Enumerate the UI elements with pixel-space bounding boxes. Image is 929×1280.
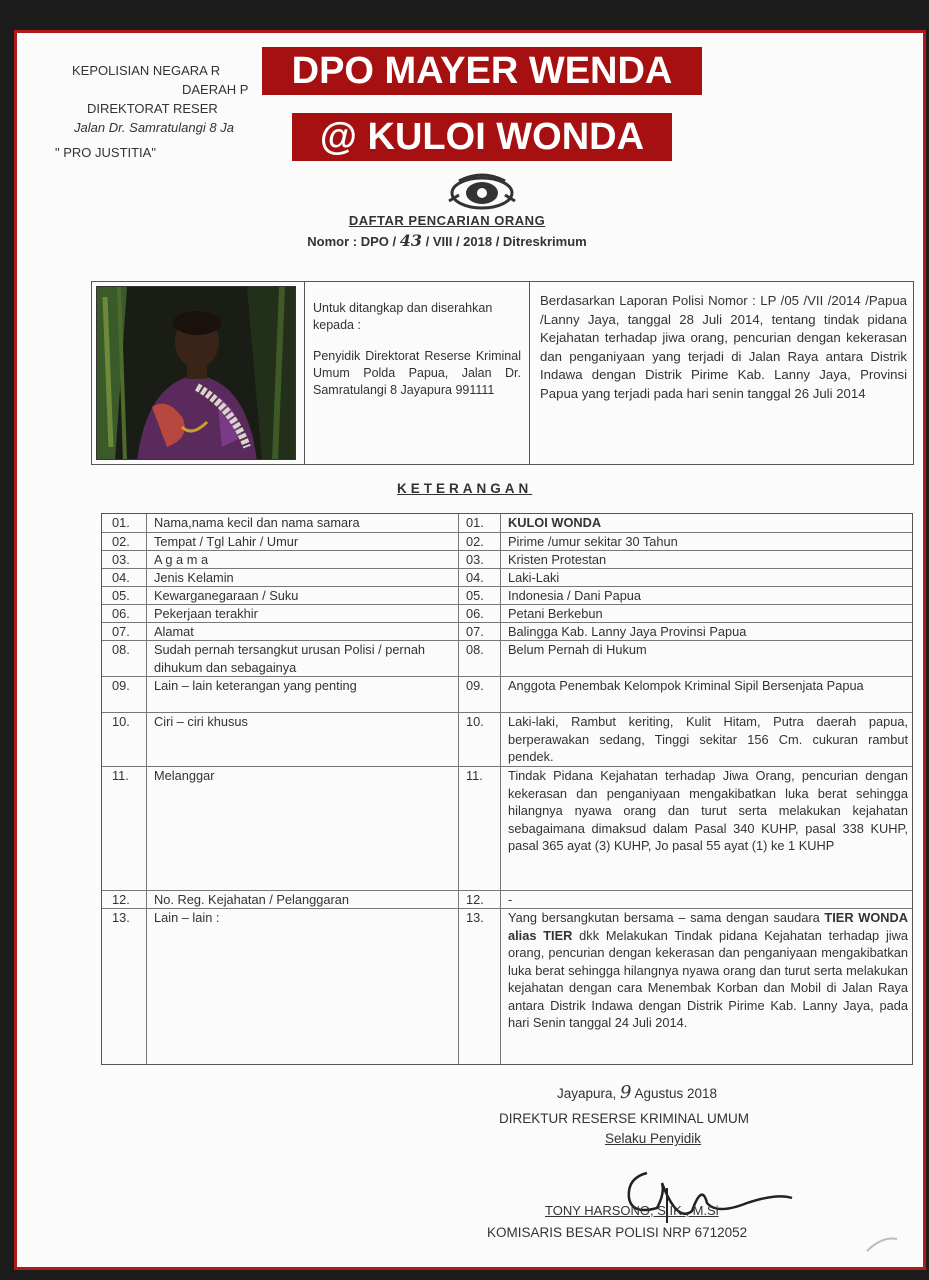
row-number: 06. [112, 606, 130, 621]
row-value [508, 909, 908, 1032]
row-number: 05. [466, 588, 484, 603]
row-number: 06. [466, 606, 484, 621]
accomplice-name: TIER WONDA alias TIER [508, 910, 908, 943]
table-row [102, 890, 912, 908]
table-row [102, 622, 912, 640]
row-label: Kewarganegaraan / Suku [154, 588, 299, 603]
table-row [102, 604, 912, 622]
document-number [257, 231, 637, 250]
row-label: Lain – lain keterangan yang penting [154, 678, 357, 693]
row-value: Kristen Protestan [508, 552, 607, 567]
row-label: Sudah pernah tersangkut urusan Polisi / pernah dihukum dan sebagainya [154, 642, 426, 675]
suspect-photo [96, 286, 296, 460]
number-handwritten: 43 [399, 231, 422, 250]
row-number: 10. [466, 714, 484, 729]
letterhead-line-1: KEPOLISIAN NEGARA R [72, 63, 221, 78]
number-prefix: Nomor : DPO / [307, 234, 400, 249]
row-number: 12. [466, 892, 484, 907]
letterhead-line-4: Jalan Dr. Samratulangi 8 Ja [74, 120, 234, 135]
overlay-title-line-2: @ KULOI WONDA [292, 113, 672, 161]
keterangan-heading: KETERANGAN [397, 481, 533, 496]
row-value-post: dkk Melakukan Tindak pidana Kejahatan terhadap jiwa orang, pencurian dengan kekerasan dan penganiyaan mengakibatkan luka berat sehingga hilangnya nyawa orang dan turut serta melakukan kejahatan dengan cara Menembak Korban dan Mobil di Jalan Raya antara Distrik Indawa dengan Distrik Pirime Kab. Lanny Jaya, pada hari Senin tanggal 24 Juli 2014. [508, 927, 908, 1030]
date-prefix: Jayapura, [557, 1086, 621, 1101]
signature-date [557, 1082, 717, 1103]
row-label: A g a m a [154, 552, 209, 567]
row-value: Balingga Kab. Lanny Jaya Provinsi Papua [508, 624, 747, 639]
table-row [102, 550, 912, 568]
pro-justitia-label: " PRO JUSTITIA" [55, 145, 156, 160]
row-label: Nama,nama kecil dan nama samara [154, 515, 360, 530]
row-value: Indonesia / Dani Papua [508, 588, 642, 603]
table-row [102, 568, 912, 586]
table-row [102, 712, 912, 766]
signatory-rank: KOMISARIS BESAR POLISI NRP 6712052 [487, 1225, 748, 1240]
suspect-portrait-image [97, 287, 296, 460]
letterhead [72, 61, 248, 137]
row-number: 03. [466, 552, 484, 567]
row-number: 02. [112, 534, 130, 549]
row-number: 02. [466, 534, 484, 549]
row-label: Alamat [154, 624, 194, 639]
row-value: Anggota Penembak Kelompok Kriminal Sipil Bersenjata Papua [508, 678, 864, 693]
row-number: 08. [112, 642, 130, 657]
signatory-title: DIREKTUR RESERSE KRIMINAL UMUM [499, 1111, 750, 1126]
row-label: Pekerjaan terakhir [154, 606, 258, 621]
row-number: 10. [112, 714, 130, 729]
table-row [102, 586, 912, 604]
table-row [102, 766, 912, 890]
row-value: Laki-Laki [508, 570, 560, 585]
row-label: No. Reg. Kejahatan / Pelanggaran [154, 892, 349, 907]
letterhead-line-2: DAERAH P [182, 82, 249, 97]
row-number: 13. [466, 910, 484, 925]
number-suffix: / VIII / 2018 / Ditreskrimum [421, 234, 587, 249]
row-number: 07. [466, 624, 484, 639]
row-label: Jenis Kelamin [154, 570, 234, 585]
letterhead-line-3: DIREKTORAT RESER [87, 101, 218, 116]
instruction-cell [304, 282, 530, 464]
corner-mark-icon [862, 1231, 902, 1256]
row-number: 12. [112, 892, 130, 907]
date-day-handwritten: 9 [620, 1082, 632, 1103]
date-suffix: Agustus 2018 [631, 1086, 718, 1101]
row-number: 04. [112, 570, 130, 585]
row-value: Petani Berkebun [508, 606, 603, 621]
row-label: Tempat / Tgl Lahir / Umur [154, 534, 299, 549]
row-number: 11. [466, 768, 483, 783]
row-label: Ciri – ciri khusus [154, 714, 248, 729]
instruction-line-1: Untuk ditangkap dan diserahkan kepada : [313, 301, 493, 332]
row-value-pre: Yang bersangkutan bersama – sama dengan saudara [508, 910, 825, 925]
row-number: 07. [112, 624, 130, 639]
row-value: Pirime /umur sekitar 30 Tahun [508, 534, 678, 549]
row-number: 03. [112, 552, 130, 567]
document-title: DAFTAR PENCARIAN ORANG [348, 213, 546, 228]
row-number: 01. [466, 515, 484, 530]
table-row [102, 908, 912, 1064]
row-label: Lain – lain : [154, 910, 220, 925]
row-number: 09. [112, 678, 130, 693]
table-row [102, 514, 912, 532]
signatory-role: Selaku Penyidik [605, 1131, 702, 1146]
table-row [102, 532, 912, 550]
police-emblem-icon [437, 171, 527, 211]
top-info-box [91, 281, 914, 465]
row-number: 09. [466, 678, 484, 693]
overlay-title-line-1: DPO MAYER WENDA [262, 47, 702, 95]
report-basis-text: Berdasarkan Laporan Polisi Nomor : LP /05 /VII /2014 /Papua /Lanny Jaya, tanggal 28 Juli 2014, tentang tindak pidana Kejahatan terhadap jiwa orang, pencurian dengan kekerasan dan penganiyaan yang terjadi di Jalan Raya antara Distrik Indawa dengan Distrik Pirime Kab. Lanny Jaya, Provinsi Papua yang terjadi pada hari senin tanggal 26 Juli 2014 [540, 293, 907, 401]
document-frame [14, 30, 926, 1270]
row-label: Melanggar [154, 768, 215, 783]
row-value: - [508, 892, 513, 907]
wanted-notice-document [17, 33, 923, 1267]
row-number: 04. [466, 570, 484, 585]
table-row [102, 640, 912, 676]
row-value: Belum Pernah di Hukum [508, 642, 647, 657]
row-number: 08. [466, 642, 484, 657]
details-table [101, 513, 913, 1065]
signatory-name: TONY HARSONO, S.IK., M.Si [545, 1203, 719, 1218]
row-value: Tindak Pidana Kejahatan terhadap Jiwa Orang, pencurian dengan kekerasan dan penganiyaan mengakibatkan luka berat sehingga hilangnya nyawa orang dan turut serta melakukan kejahatan sebagaimana dimaksud dalam Pasal 340 KUHP, pasal 338 KUHP, pasal 365 ayat (3) KUHP, Jo pasal 55 ayat (1) ke 1 KUHP [508, 768, 908, 853]
table-row [102, 676, 912, 712]
row-number: 01. [112, 515, 130, 530]
instruction-line-2: Penyidik Direktorat Reserse Kriminal Umum Polda Papua, Jalan Dr. Samratulangi 8 Jayapura 991111 [313, 349, 521, 397]
row-value: Laki-laki, Rambut keriting, Kulit Hitam, Putra daerah papua, berperawakan sedang, Tinggi sekitar 156 Cm. cukuran rambut pendek. [508, 714, 908, 764]
row-number: 11. [112, 768, 129, 783]
row-number: 13. [112, 910, 130, 925]
row-number: 05. [112, 588, 130, 603]
row-value: KULOI WONDA [508, 515, 602, 530]
